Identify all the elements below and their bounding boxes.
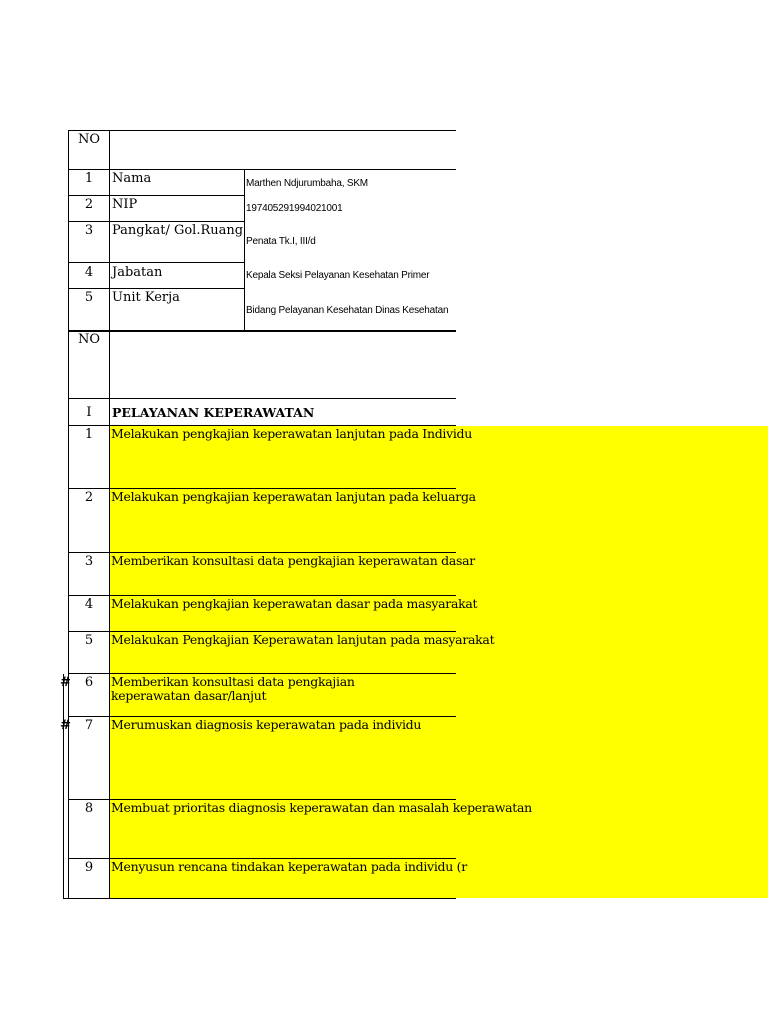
identity-no: 5 — [84, 290, 94, 305]
activity-no: 6 — [84, 675, 94, 690]
section-no: I — [86, 405, 92, 420]
header-no: NO — [77, 132, 101, 147]
activity-no: 2 — [84, 490, 94, 505]
activity-text: Melakukan pengkajian keperawatan lanjutan pada keluarga — [111, 489, 476, 504]
identity-no: 2 — [84, 197, 94, 212]
identity-value-nama: Marthen Ndjurumbaha, SKM — [246, 178, 368, 189]
section-title: PELAYANAN KEPERAWATAN — [112, 405, 315, 420]
activity-text: Memberikan konsultasi data pengkajian keperawatan dasar — [111, 553, 475, 568]
activity-no: 9 — [84, 860, 94, 875]
activity-text: Membuat prioritas diagnosis keperawatan dan masalah keperawatan — [111, 800, 532, 815]
activity-text: Melakukan pengkajian keperawatan lanjutan pada Individu — [111, 426, 473, 441]
identity-no: 4 — [84, 265, 94, 280]
row-mark: # — [60, 718, 71, 733]
identity-no: 1 — [84, 171, 94, 186]
activity-no: 3 — [84, 554, 94, 569]
activity-text: Merumuskan diagnosis keperawatan pada individu — [111, 717, 422, 732]
activity-text: Memberikan konsultasi data pengkajian — [111, 674, 355, 689]
identity-label-jabatan: Jabatan — [112, 265, 163, 280]
identity-label-nip: NIP — [112, 197, 138, 212]
identity-label-pangkat: Pangkat/ Gol.Ruang — [112, 223, 244, 238]
activity-text: Melakukan pengkajian keperawatan dasar pada masyarakat — [111, 596, 478, 611]
activity-no: 1 — [84, 427, 94, 442]
identity-value-jabatan: Kepala Seksi Pelayanan Kesehatan Primer — [246, 270, 430, 281]
identity-label-nama: Nama — [112, 171, 152, 186]
yellow-fill-right — [456, 426, 768, 898]
identity-value-nip: 197405291994021001 — [246, 203, 343, 214]
identity-no: 3 — [84, 223, 94, 238]
activity-no: 8 — [84, 801, 94, 816]
activity-no: 7 — [84, 718, 94, 733]
identity-value-unit-kerja: Bidang Pelayanan Kesehatan Dinas Kesehatan — [246, 305, 449, 316]
activity-no: 4 — [84, 597, 94, 612]
row-mark: # — [60, 675, 71, 690]
activity-text: Menyusun rencana tindakan keperawatan pada individu (r — [111, 859, 467, 874]
identity-label-unit-kerja: Unit Kerja — [112, 290, 180, 305]
identity-value-pangkat: Penata Tk.I, III/d — [246, 236, 316, 247]
activity-text-line2: keperawatan dasar/lanjut — [111, 688, 267, 703]
activity-no: 5 — [84, 633, 94, 648]
section-header-no: NO — [77, 332, 101, 347]
activity-text: Melakukan Pengkajian Keperawatan lanjutan pada masyarakat — [111, 632, 495, 647]
